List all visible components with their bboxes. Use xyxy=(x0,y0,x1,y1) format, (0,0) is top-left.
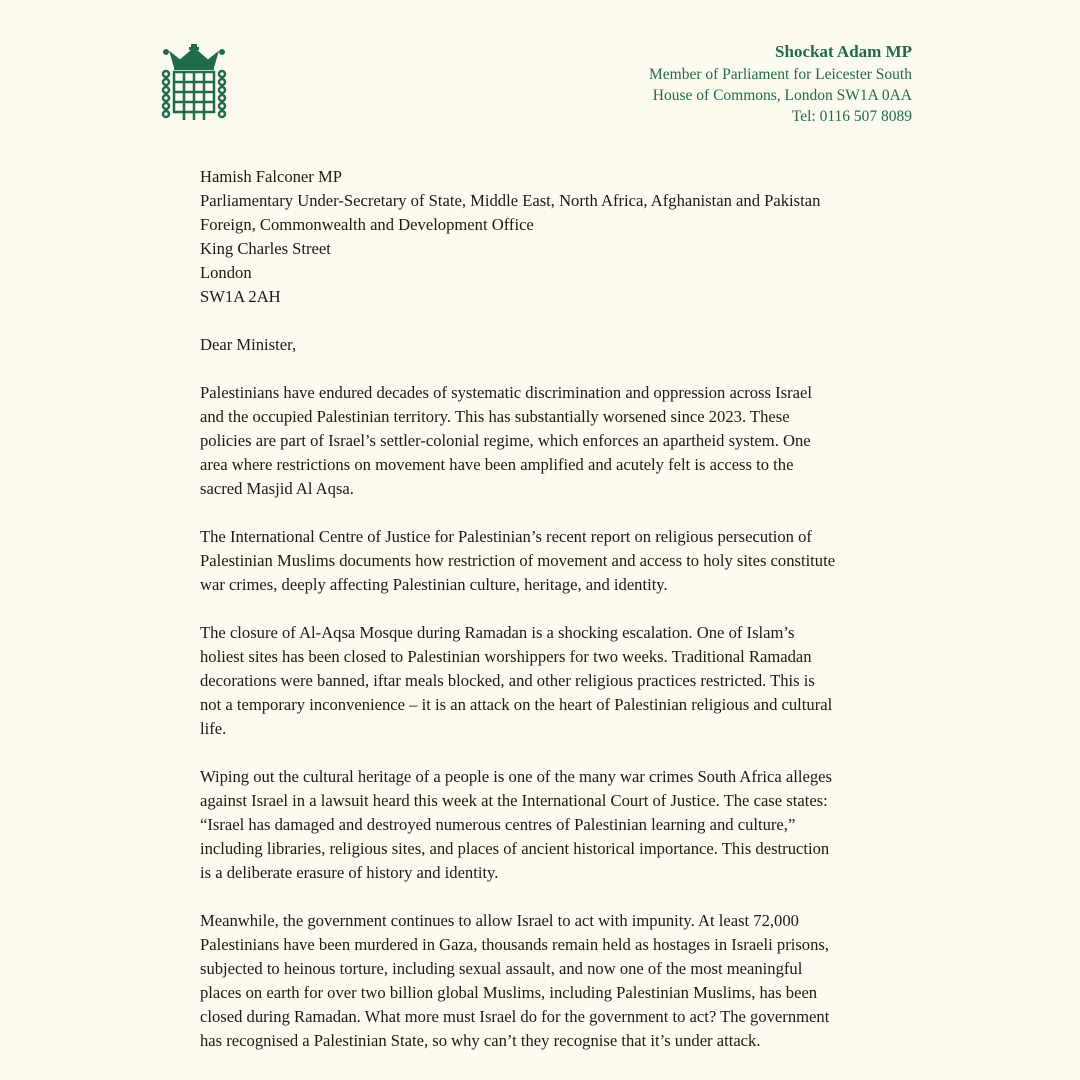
paragraph-line: The International Centre of Justice for Palestinian’s recent report on religious persecution of xyxy=(200,527,812,546)
paragraph-line: against Israel in a lawsuit heard this week at the International Court of Justice. The case states: xyxy=(200,791,828,810)
paragraph-line: war crimes, deeply affecting Palestinian culture, heritage, and identity. xyxy=(200,575,668,594)
paragraph-line: Meanwhile, the government continues to allow Israel to act with impunity. At least 72,000 xyxy=(200,911,799,930)
paragraph-line: holiest sites has been closed to Palestinian worshippers for two weeks. Traditional Ramadan xyxy=(200,647,812,666)
paragraph-line: not a temporary inconvenience – it is an attack on the heart of Palestinian religious and cultural xyxy=(200,695,833,714)
paragraph-line: including libraries, religious sites, and places of ancient historical importance. This destruction xyxy=(200,839,830,858)
paragraph-line: subjected to heinous torture, including sexual assault, and now one of the most meaningful xyxy=(200,959,803,978)
paragraph xyxy=(200,381,900,501)
paragraph-line: decorations were banned, iftar meals blocked, and other religious practices restricted. This is xyxy=(200,671,815,690)
recipient-line: King Charles Street xyxy=(200,239,331,258)
paragraph-line: places on earth for over two billion global Muslims, including Palestinian Muslims, has been xyxy=(200,983,818,1002)
paragraph-line: Palestinians have been murdered in Gaza, thousands remain held as hostages in Israeli prisons, xyxy=(200,935,830,954)
paragraph xyxy=(200,621,900,741)
paragraph-line: Palestinian Muslims documents how restriction of movement and access to holy sites constitute xyxy=(200,551,836,570)
paragraph-line: Palestinians have endured decades of systematic discrimination and oppression across Israel xyxy=(200,383,812,402)
salutation: Dear Minister, xyxy=(200,335,297,354)
recipient-line: Parliamentary Under-Secretary of State, Middle East, North Africa, Afghanistan and Pakistan xyxy=(200,191,821,210)
paragraph-line: The closure of Al-Aqsa Mosque during Ramadan is a shocking escalation. One of Islam’s xyxy=(200,623,795,642)
paragraph-line: closed during Ramadan. What more must Israel do for the government to act? The government xyxy=(200,1007,830,1026)
recipient-line: London xyxy=(200,263,252,282)
paragraph-line: and the occupied Palestinian territory. This has substantially worsened since 2023. These xyxy=(200,407,790,426)
paragraph-line: has recognised a Palestinian State, so why can’t they recognise that it’s under attack. xyxy=(200,1031,761,1050)
sender-role: Member of Parliament for Leicester South xyxy=(649,66,912,83)
paragraph-line: is a deliberate erasure of history and identity. xyxy=(200,863,499,882)
recipient-line: SW1A 2AH xyxy=(200,287,281,306)
paragraph xyxy=(200,525,900,597)
paragraph-line: “Israel has damaged and destroyed numerous centres of Palestinian learning and culture,” xyxy=(200,815,796,834)
paragraph-line: life. xyxy=(200,719,227,738)
paragraph-line: sacred Masjid Al Aqsa. xyxy=(200,479,354,498)
recipient-line: Foreign, Commonwealth and Development Office xyxy=(200,215,534,234)
sender-tel: Tel: 0116 507 8089 xyxy=(791,108,912,125)
paragraph-line: policies are part of Israel’s settler-colonial regime, which enforces an apartheid system. One xyxy=(200,431,811,450)
paragraph xyxy=(200,765,900,885)
letterhead xyxy=(649,40,912,127)
recipient-address xyxy=(200,165,900,309)
sender-name: Shockat Adam MP xyxy=(775,42,912,61)
paragraph-line: area where restrictions on movement have been amplified and acutely felt is access to the xyxy=(200,455,794,474)
paragraph xyxy=(200,909,900,1053)
letter-paragraphs xyxy=(200,381,900,1053)
letter-body xyxy=(200,165,900,1077)
portcullis-logo-icon xyxy=(160,44,228,122)
recipient-line: Hamish Falconer MP xyxy=(200,167,342,186)
paragraph-line: Wiping out the cultural heritage of a people is one of the many war crimes South Africa alleges xyxy=(200,767,832,786)
sender-address: House of Commons, London SW1A 0AA xyxy=(652,87,912,104)
